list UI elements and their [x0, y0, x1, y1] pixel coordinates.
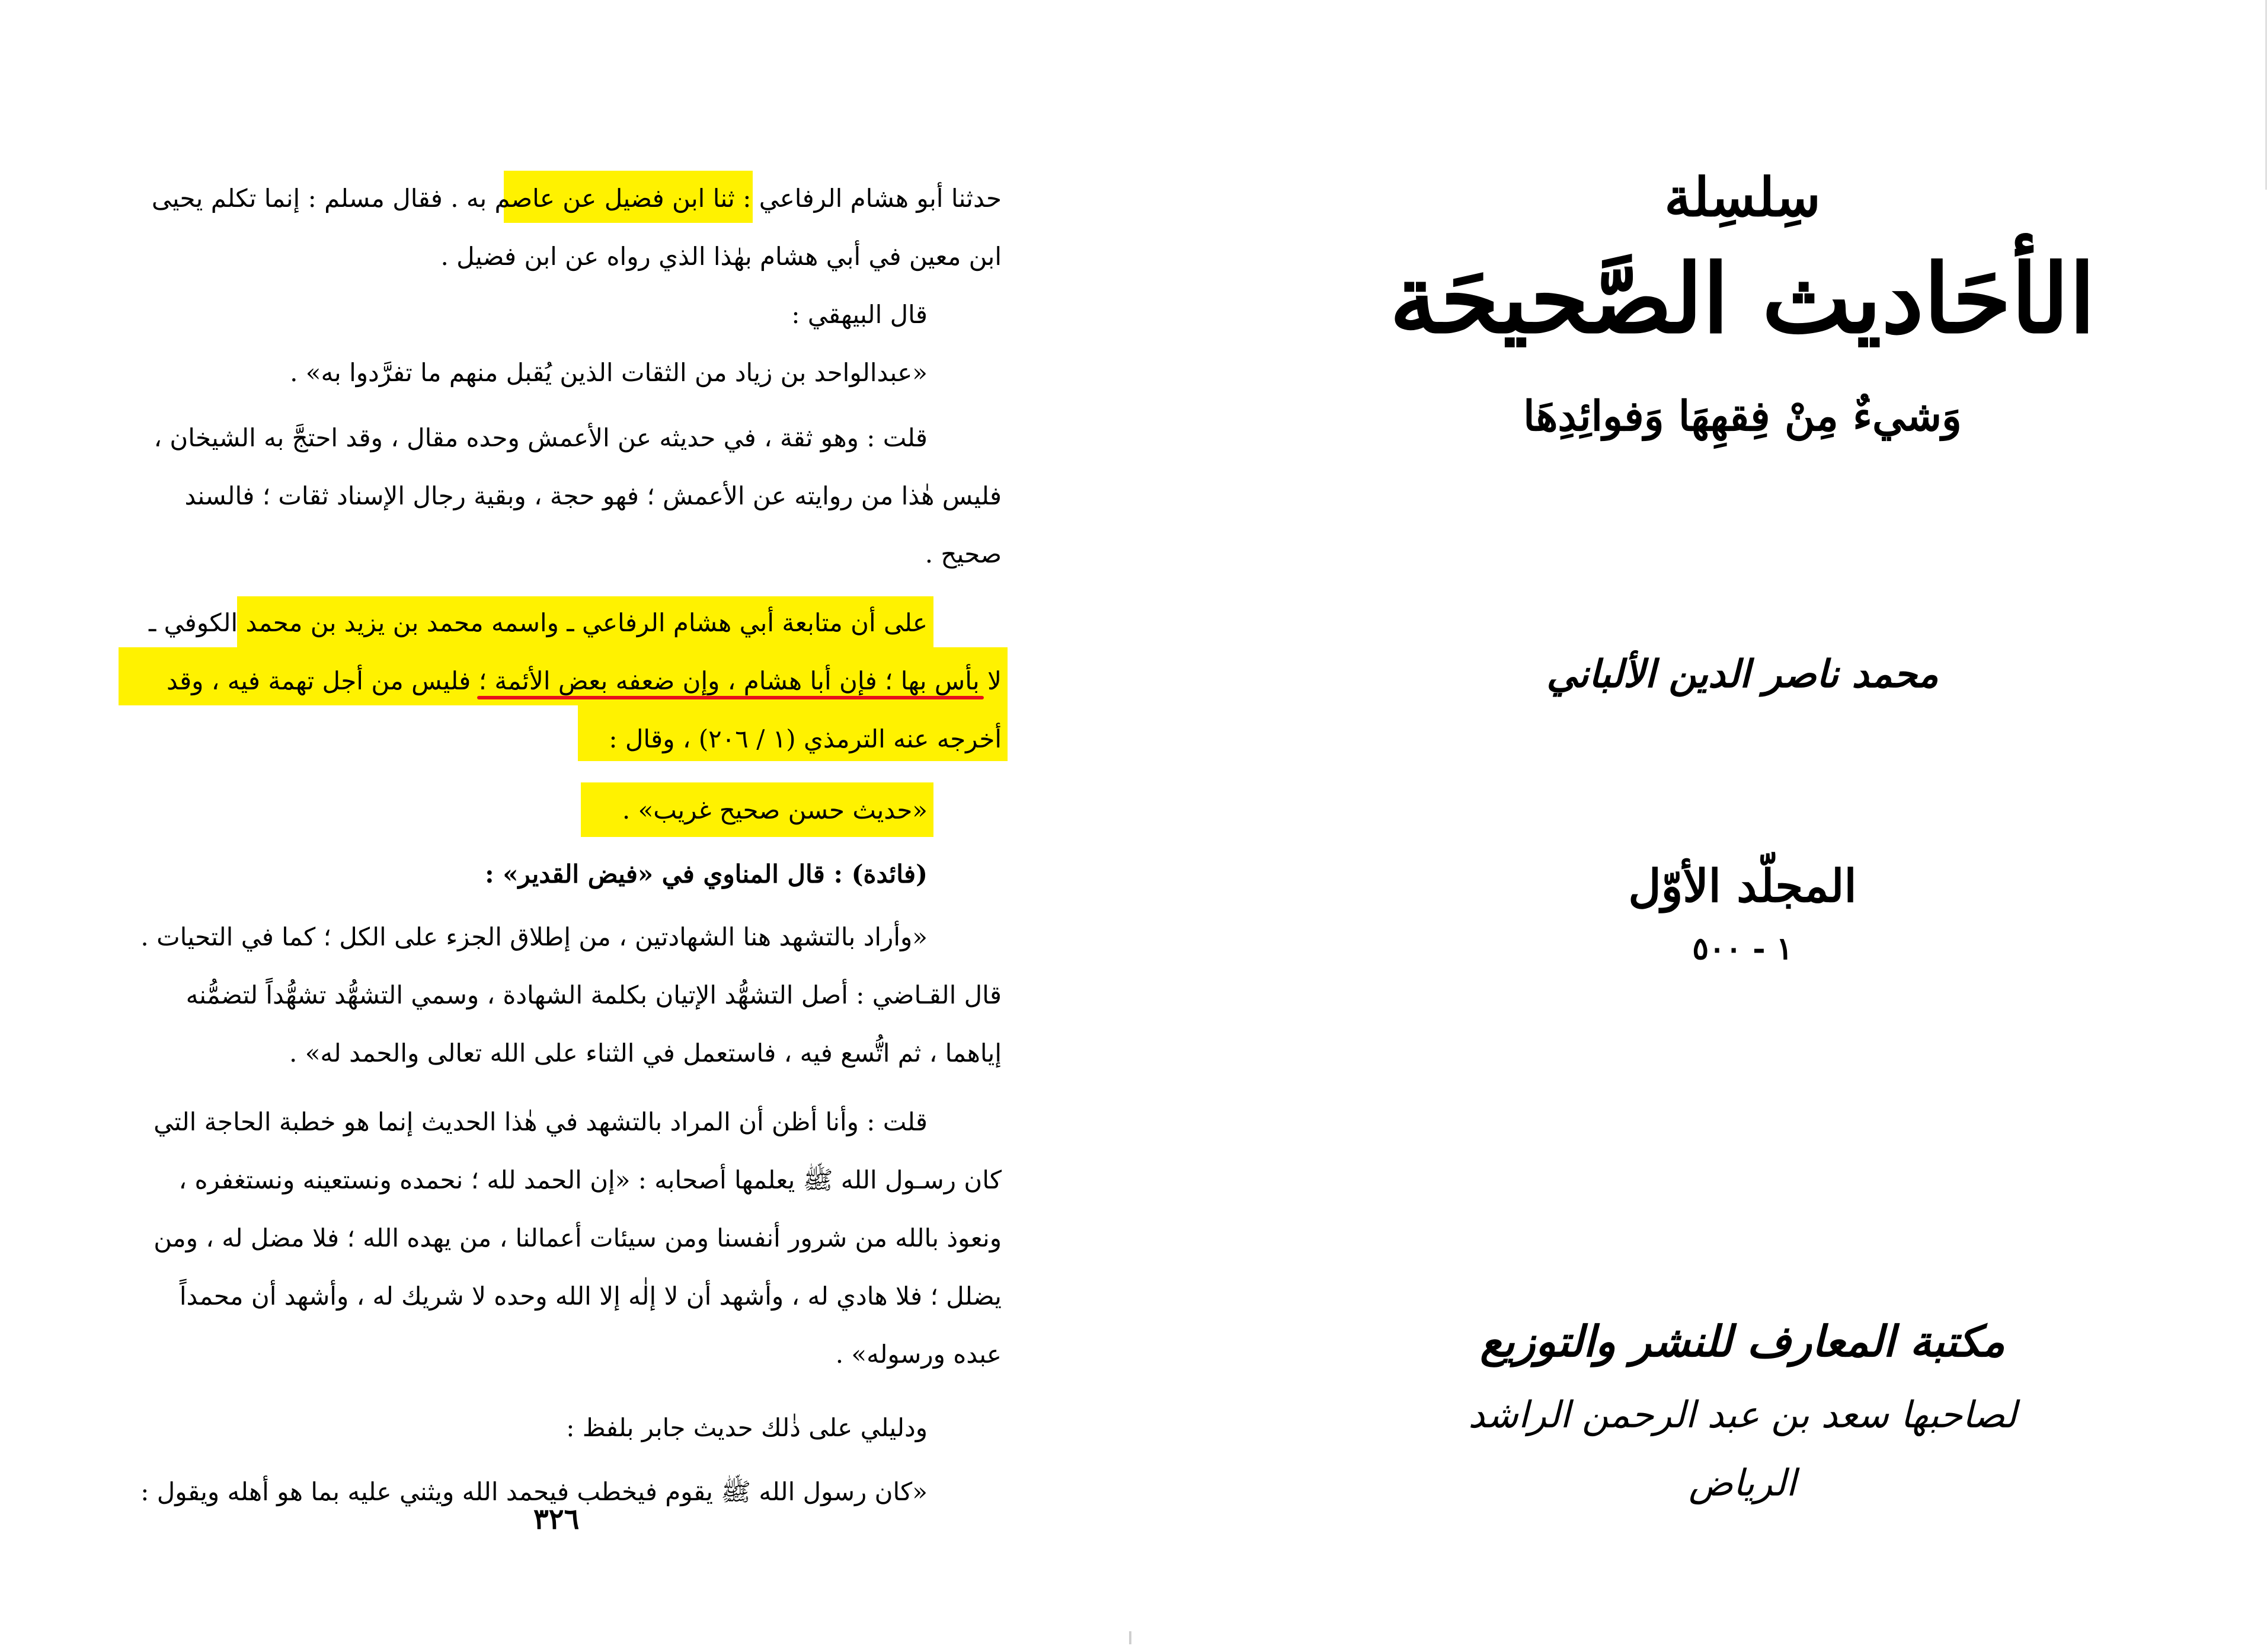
text-line: يضلل ؛ فلا هادي له ، وأشهد أن لا إلٰه إلا الله وحده لا شريك له ، وأشهد أن محمداً [179, 1282, 1002, 1311]
paragraph-1 [119, 170, 1002, 286]
paragraph-11 [119, 1399, 1002, 1457]
text-line: «حديث حسن صحيح غريب» . [622, 795, 928, 825]
publisher-city: الرياض [1689, 1461, 1796, 1504]
paragraph-3 [119, 344, 1002, 402]
text-line: لا بأس بها ؛ فإن أبا هشام ، وإن ضعفه بعض الأئمة ؛ فليس من أجل تهمة فيه ، وقد [167, 666, 1002, 695]
text-line: «عبدالواحد بن زياد من الثقات الذين يُقبل منهم ما تفرَّدوا به» . [290, 358, 928, 387]
paragraph-10 [119, 1093, 1002, 1383]
book-subtitle: وَشيءٌ مِنْ فِقهِهَا وَفوائِدِهَا [1523, 391, 1962, 440]
text-line: عبده ورسوله» . [835, 1340, 1002, 1369]
text-line: على أن متابعة أبي هشام الرفاعي ـ واسمه محمد بن يزيد بن محمد الكوفي ـ [149, 608, 928, 637]
text-line: قال البيهقي : [791, 300, 928, 329]
paragraph-7 [119, 845, 1002, 903]
text-line: قال القـاضي : أصل التشهُّد الإتيان بكلمة الشهادة ، وسمي التشهُّد تشهُّداً لتضمُّنه [186, 980, 1002, 1009]
author-name: محمد ناصر الدين الألباني [1546, 652, 1939, 696]
text-line: قلت : وأنا أظن أن المراد بالتشهد في هٰذا الحديث إنما هو خطبة الحاجة التي [154, 1107, 928, 1136]
paragraph-2 [119, 286, 1002, 344]
paragraph-5-highlighted [119, 594, 1002, 768]
page-number: ٣٢٦ [533, 1503, 580, 1536]
text-line: ودليلي على ذٰلك حديث جابر بلفظ : [566, 1413, 928, 1442]
binding-mark [1129, 1631, 1131, 1644]
left-page [119, 160, 1002, 1618]
text-line: أخرجه عنه الترمذي (١ / ٢٠٦) ، وقال : [609, 724, 1002, 753]
text-line: «كان رسول الله ﷺ يقوم فيخطب فيحمد الله ويثني عليه بما هو أهله ويقول : [140, 1477, 928, 1506]
text-line: ابن معين في أبي هشام بهٰذا الذي رواه عن ابن فضيل . [440, 242, 1002, 271]
publisher-owner: لصاحبها سعد بن عبد الرحمن الراشد [1468, 1393, 2017, 1436]
text-line: كان رسـول الله ﷺ يعلمها أصحابه : «إن الحمد لله ؛ نحمده ونستعينه ونستغفره ، [178, 1165, 1002, 1194]
paragraph-6-highlighted [119, 781, 1002, 839]
text-line: «وأراد بالتشهد هنا الشهادتين ، من إطلاق الجزء على الكل ؛ كما في التحيات . [140, 922, 928, 951]
paragraph-4 [119, 409, 1002, 583]
text-line: إياهما ، ثم اتُّسع فيه ، فاستعمل في الثناء على الله تعالى والحمد له» . [289, 1039, 1002, 1068]
hadith-range: ١ - ٥٠٠ [1692, 931, 1793, 967]
series-label: سِلسِلة [1664, 166, 1821, 229]
text-line: قلت : وهو ثقة ، في حديثه عن الأعمش وحده مقال ، وقد احتجَّ به الشيخان ، [154, 423, 928, 452]
paragraph-9 [119, 966, 1002, 1082]
publisher-name: مكتبة المعارف للنشر والتوزيع [1480, 1316, 2005, 1366]
text-line: ونعوذ بالله من شرور أنفسنا ومن سيئات أعمالنا ، من يهده الله ؛ فلا مضل له ، ومن [154, 1223, 1002, 1252]
text-line: حدثنا أبو هشام الرفاعي : ثنا ابن فضيل عن عاصم به . فقال مسلم : إنما تكلم يحيى [151, 184, 1002, 213]
title-page [1304, 142, 2181, 1624]
text-line: صحيح . [925, 539, 1002, 568]
book-title: الأحَاديث الصَّحيحَة [1389, 243, 2096, 354]
paragraph-8 [119, 908, 1002, 966]
volume-label: المجلّد الأوّل [1628, 859, 1857, 912]
text-line: فليس هٰذا من روايته عن الأعمش ؛ فهو حجة ، وبقية رجال الإسناد ثقات ؛ فالسند [184, 481, 1002, 510]
text-line: (فائدة) : قال المناوي في «فيض القدير» : [485, 859, 928, 889]
